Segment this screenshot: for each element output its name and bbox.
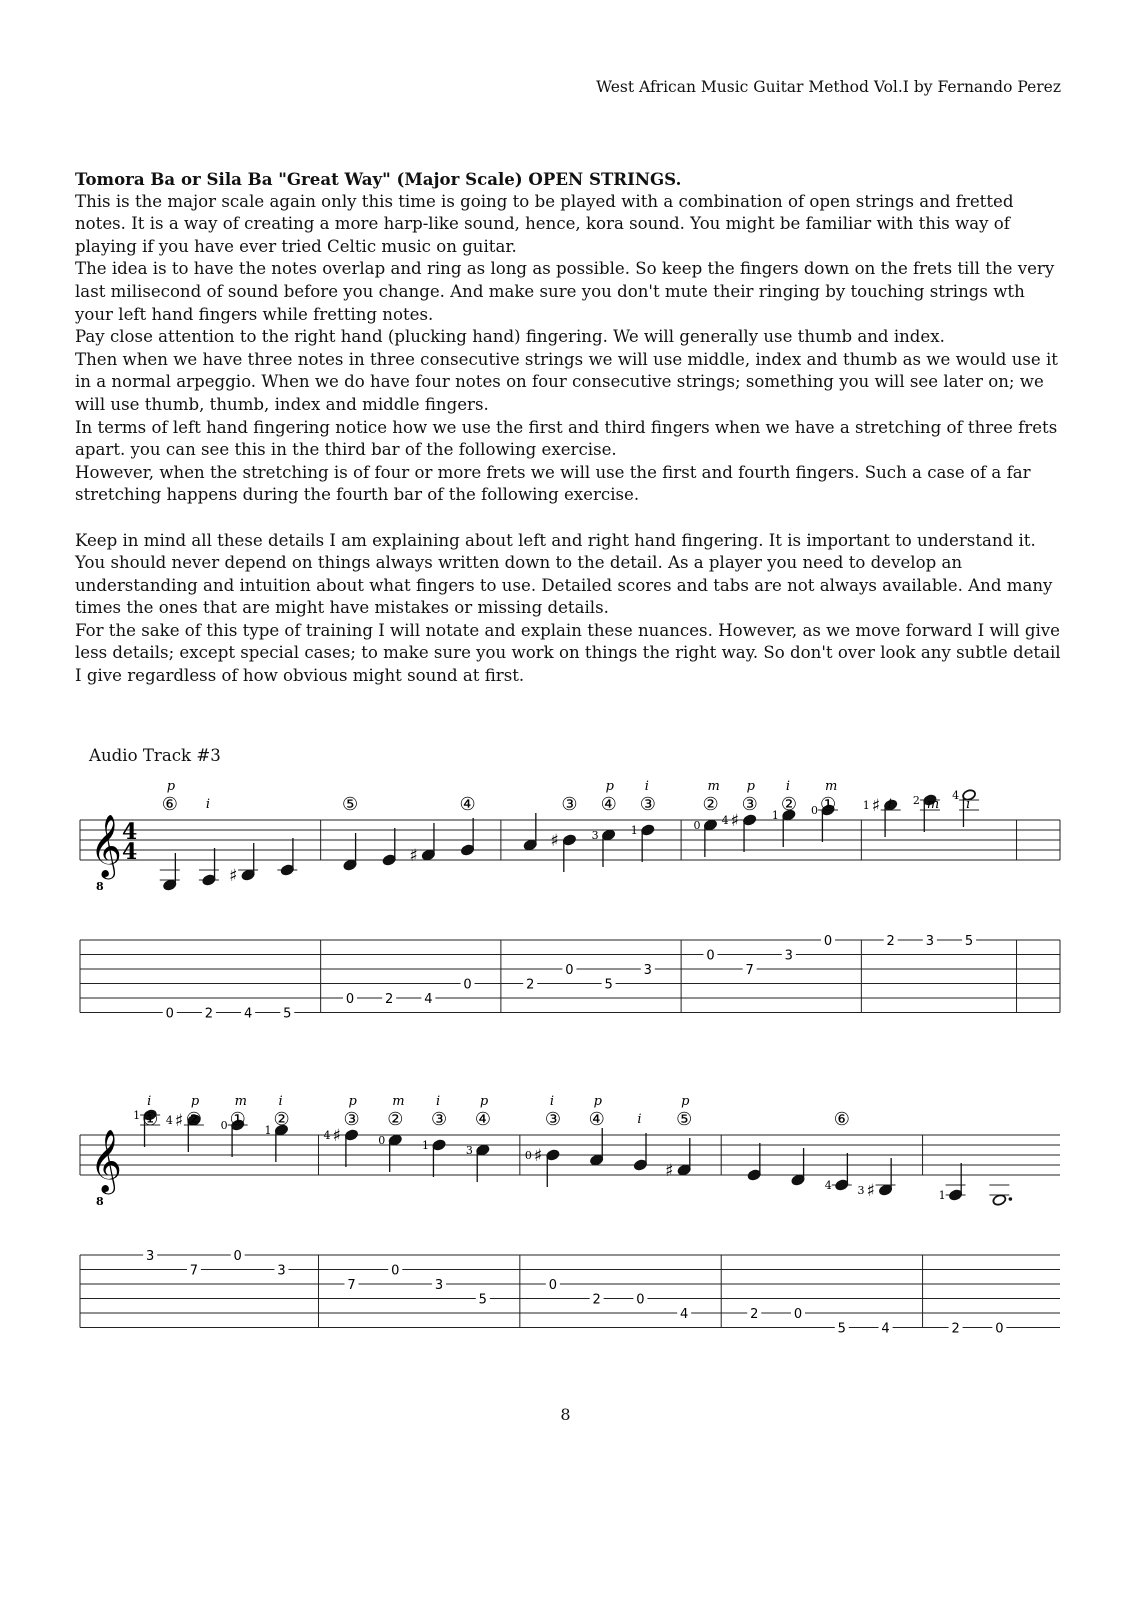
tab-fret-number: 3 — [925, 934, 935, 949]
tab-fret-number: 0 — [823, 934, 833, 949]
note — [989, 1185, 1012, 1337]
running-header: West African Music Guitar Method Vol.I by Fernando Perez — [596, 78, 1061, 96]
left-hand-finger: 1 — [771, 809, 779, 822]
note — [466, 1095, 491, 1308]
tab-fret-number: 4 — [243, 1006, 253, 1022]
note — [221, 1095, 248, 1264]
string-number-icon: ④ — [459, 794, 476, 815]
tab-fret-number: 0 — [391, 1263, 400, 1279]
note — [550, 794, 577, 978]
note — [913, 794, 940, 949]
tab-fret-number: 0 — [793, 1307, 803, 1322]
section-title: Tomora Ba or Sila Ba "Great Way" (Major Scale) OPEN STRINGS. — [75, 169, 682, 189]
tab-fret-number: 5 — [837, 1321, 846, 1337]
pluck-finger: p — [479, 1095, 489, 1109]
left-hand-finger: 1 — [264, 1124, 272, 1137]
pluck-finger: i — [966, 797, 971, 812]
paragraph: Then when we have three notes in three consecutive strings we will use middle, index and thumb as we would use it in a normal arpeggio. When we do have four notes on four consecutive strings; something you will see later on; we will use thumb, thumb, index and middle fingers. — [75, 349, 1058, 414]
note — [422, 1095, 447, 1293]
pluck-finger: p — [681, 1095, 690, 1109]
tab-fret-number: 3 — [434, 1278, 444, 1293]
sharp-icon: ♯ — [332, 1126, 341, 1146]
note — [863, 796, 901, 949]
pluck-finger: m — [926, 797, 940, 812]
left-hand-finger: 1 — [422, 1139, 430, 1152]
tab-fret-number: 2 — [592, 1292, 601, 1308]
note — [323, 1095, 359, 1293]
note — [382, 828, 397, 1007]
notehead — [992, 1194, 1007, 1207]
note — [772, 780, 797, 964]
pluck-finger: i — [637, 1112, 642, 1127]
pluck-finger: i — [436, 1095, 441, 1109]
pluck-finger: p — [190, 1095, 200, 1109]
note — [229, 843, 258, 1022]
note — [952, 789, 979, 949]
tab-fret-number: 5 — [478, 1292, 487, 1308]
pluck-finger: i — [644, 780, 649, 794]
tab-fret-number: 0 — [636, 1292, 645, 1308]
note — [160, 780, 180, 1022]
tab-fret-number: 2 — [385, 992, 394, 1007]
sharp-icon: ♯ — [229, 866, 238, 886]
paragraph: For the sake of this type of training I will notate and explain these nuances. However, as we move forward I will give less details; except special cases; to make sure you work on things the right way. So don't over look any subtle detail I give regardless of how obvious might sound at first. — [75, 620, 1061, 686]
string-number-icon: ① — [142, 1109, 159, 1130]
tab-fret-number: 2 — [886, 934, 895, 949]
tab-fret-number: 0 — [463, 977, 472, 993]
string-number-icon: ② — [387, 1109, 404, 1130]
note — [665, 1095, 692, 1322]
sharp-icon: ♯ — [866, 1181, 875, 1201]
pluck-finger: i — [278, 1095, 283, 1109]
left-hand-finger: 4 — [952, 789, 960, 802]
note — [264, 1095, 289, 1279]
left-hand-finger: 1 — [938, 1189, 946, 1202]
note — [342, 794, 358, 1007]
note — [166, 1095, 204, 1279]
pluck-finger: i — [147, 1095, 152, 1109]
string-number-icon: ④ — [600, 794, 617, 815]
note — [858, 1158, 896, 1337]
note — [631, 780, 656, 978]
tab-fret-number: 4 — [424, 992, 433, 1007]
note — [199, 797, 219, 1022]
main-text — [75, 168, 1065, 688]
left-hand-finger: 0 — [811, 804, 819, 817]
tab-fret-number: 2 — [526, 977, 535, 993]
paragraph: However, when the stretching is of four or more frets we will use the first and fourth fingers. Such a case of a far stretching happens during the fourth bar of the following exercise. — [75, 462, 1031, 505]
pluck-finger: m — [392, 1095, 405, 1109]
tab-fret-number: 5 — [283, 1006, 292, 1022]
left-hand-finger: 3 — [465, 1144, 473, 1157]
string-number-icon: ② — [185, 1109, 203, 1130]
sharp-icon: ♯ — [533, 1146, 543, 1166]
left-hand-finger: 1 — [133, 1109, 141, 1122]
paragraph: Pay close attention to the right hand (plucking hand) fingering. We will generally use thumb and index. — [75, 327, 945, 347]
paragraph-group-1 — [75, 191, 1065, 507]
left-hand-finger: 0 — [693, 819, 701, 832]
notation-system-1 — [0, 780, 1131, 1030]
string-number-icon: ② — [273, 1109, 290, 1130]
left-hand-finger: 0 — [220, 1119, 228, 1132]
paragraph: The idea is to have the notes overlap and ring as long as possible. So keep the fingers down on the frets till the very last milisecond of sound before you change. And make sure you don't mute their ringing by touching strings wth your left hand fingers while fretting notes. — [75, 259, 1055, 324]
tab-fret-number: 4 — [881, 1321, 890, 1337]
tab-fret-number: 0 — [345, 992, 355, 1007]
tab-fret-number: 0 — [706, 948, 715, 964]
pluck-finger: i — [549, 1095, 555, 1109]
note — [592, 780, 617, 993]
note — [825, 1109, 852, 1337]
tab-fret-number: 0 — [995, 1321, 1004, 1337]
string-number-icon: ① — [229, 1109, 246, 1130]
tab-fret-number: 7 — [347, 1278, 356, 1293]
tab-fret-number: 7 — [189, 1263, 199, 1279]
pluck-finger: p — [746, 780, 755, 794]
note — [277, 838, 297, 1022]
left-hand-finger: 3 — [857, 1184, 865, 1197]
time-signature-bottom: 4 — [122, 839, 138, 865]
left-hand-finger: 4 — [323, 1129, 331, 1142]
note — [811, 780, 838, 949]
string-number-icon: ⑤ — [341, 794, 359, 815]
paragraph: In terms of left hand fingering notice how we use the first and third fingers when we have a stretching of three frets apart. you can see this in the third bar of the following exercise. — [75, 417, 1058, 460]
note — [791, 1148, 806, 1322]
tab-fret-number: 0 — [165, 1006, 174, 1022]
note — [693, 780, 719, 964]
clef-octave-mark: 8 — [96, 880, 104, 893]
paragraph-gap — [75, 507, 1065, 530]
sharp-icon: ♯ — [730, 811, 739, 831]
sharp-icon: ♯ — [871, 796, 880, 816]
pluck-finger: m — [234, 1095, 248, 1109]
tab-fret-number: 3 — [277, 1263, 286, 1279]
note — [589, 1095, 605, 1308]
string-number-icon: ② — [780, 794, 797, 815]
notation-system-2 — [0, 1095, 1131, 1345]
pluck-finger: p — [605, 780, 614, 794]
paragraph-group-2 — [75, 530, 1065, 688]
tab-fret-number: 0 — [565, 963, 574, 978]
tab-fret-number: 3 — [145, 1249, 155, 1264]
string-number-icon: ④ — [474, 1109, 491, 1130]
string-number-icon: ③ — [561, 794, 578, 815]
left-hand-finger: 4 — [721, 814, 729, 827]
treble-clef-icon: 𝄞 — [90, 1129, 122, 1192]
string-number-icon: ⑥ — [833, 1109, 850, 1130]
tab-fret-number: 0 — [548, 1278, 557, 1293]
time-signature-top: 4 — [122, 819, 138, 845]
pluck-finger: i — [205, 797, 211, 812]
string-number-icon: ⑥ — [161, 794, 178, 815]
note — [722, 780, 758, 978]
string-number-icon: ④ — [588, 1109, 605, 1130]
pluck-finger: p — [166, 780, 176, 794]
left-hand-finger: 2 — [912, 794, 920, 807]
tab-fret-number: 5 — [604, 977, 613, 993]
left-hand-finger: 4 — [824, 1179, 832, 1192]
left-hand-finger: 3 — [591, 829, 599, 842]
pluck-finger: i — [887, 797, 892, 812]
tab-fret-number: 7 — [745, 963, 754, 978]
pluck-finger: m — [825, 780, 838, 794]
string-number-icon: ⑤ — [676, 1109, 693, 1130]
sharp-icon: ♯ — [665, 1161, 674, 1181]
left-hand-finger: 4 — [165, 1114, 173, 1127]
tab-fret-number: 4 — [680, 1307, 689, 1322]
sharp-icon: ♯ — [550, 831, 559, 851]
tab-fret-number: 3 — [643, 963, 652, 978]
pluck-finger: m — [707, 780, 720, 794]
note — [460, 794, 476, 993]
note — [633, 1112, 648, 1308]
tab-fret-number: 2 — [750, 1307, 759, 1322]
string-number-icon: ③ — [431, 1109, 448, 1130]
tab-fret-number: 3 — [784, 948, 793, 964]
tab-fret-number: 2 — [204, 1006, 214, 1022]
sharp-icon: ♯ — [174, 1111, 184, 1131]
treble-clef-icon: 𝄞 — [90, 814, 122, 877]
sharp-icon: ♯ — [409, 846, 418, 866]
left-hand-finger: 0 — [378, 1134, 386, 1147]
note — [747, 1143, 762, 1322]
note — [409, 823, 435, 1007]
string-number-icon: ③ — [741, 794, 758, 815]
string-number-icon: ② — [702, 794, 719, 815]
note — [525, 1095, 561, 1293]
note — [133, 1095, 160, 1264]
tab-fret-number: 0 — [233, 1249, 242, 1264]
clef-octave-mark: 8 — [96, 1195, 104, 1208]
pluck-finger: i — [785, 780, 790, 794]
tab-fret-number: 5 — [964, 934, 974, 949]
string-number-icon: ① — [820, 794, 837, 815]
left-hand-finger: 1 — [862, 799, 870, 812]
pluck-finger: p — [348, 1095, 357, 1109]
paragraph: This is the major scale again only this time is going to be played with a combination of open strings and fretted notes. It is a way of creating a more harp-like sound, hence, kora sound. You might be familiar with this way of playing if you have ever tried Celtic music on guitar. — [75, 191, 1014, 256]
tab-fret-number: 2 — [951, 1321, 960, 1337]
string-number-icon: ③ — [544, 1109, 561, 1130]
note — [939, 1163, 966, 1337]
pluck-finger: p — [593, 1095, 602, 1109]
note — [378, 1095, 404, 1279]
augmentation-dot — [1009, 1197, 1013, 1201]
audio-track-label: Audio Track #3 — [89, 746, 221, 765]
string-number-icon: ③ — [639, 794, 656, 815]
left-hand-finger: 0 — [524, 1149, 532, 1162]
left-hand-finger: 1 — [630, 824, 638, 837]
string-number-icon: ③ — [343, 1109, 360, 1130]
page-number: 8 — [560, 1405, 571, 1424]
paragraph: Keep in mind all these details I am explaining about left and right hand fingering. It is important to understand it. You should never depend on things always written down to the detail. As a player you need to develop an understanding and intuition about what fingers to use. Detailed scores and tabs are not always available. And many times the ones that are might have mistakes or missing details. — [75, 530, 1053, 618]
